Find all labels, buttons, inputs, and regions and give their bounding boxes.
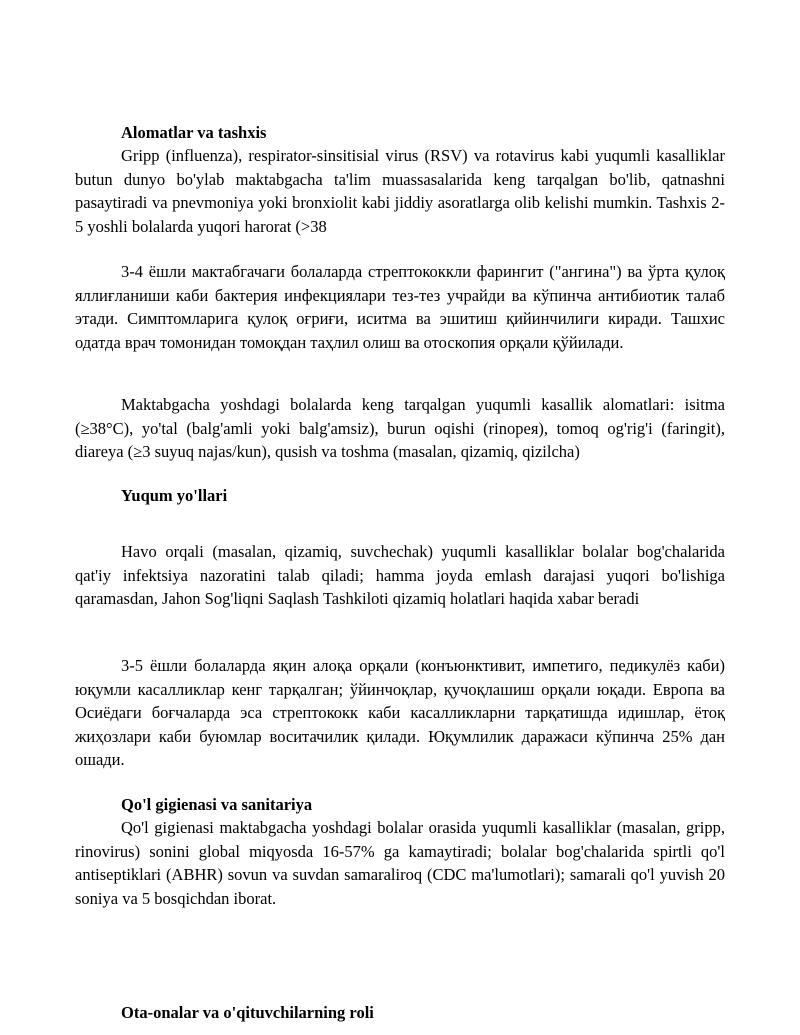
paragraph-airborne-transmission: Havo orqali (masalan, qizamiq, suvchechak) yuqumli kasalliklar bolalar bog'chalarida qat'iy infektsiya nazoratini talab qiladi; hamma joyda emlash darajasi yuqori bo'lishiga qaramasdan, Jahon Sog'liqni Saqlash Tashkiloti qizamiq holatlari haqida xabar beradi: [75, 542, 725, 608]
section-heading-transmission: Yuqum yo'llari: [121, 486, 228, 505]
section-heading-roles: Ota-onalar va o'qituvchilarning roli: [121, 1003, 374, 1022]
paragraph-contact-transmission: 3-5 ёшли болаларда яқин алоқа орқали (конъюнктивит, импетиго, педикулёз каби) юқумли касалликлар кенг тарқалган; ўйинчоқлар, қучоқлашиш орқали юқади. Европа ва Осиёдаги боғчаларда эса стрептококк каби касалликларни тарқатишда идишлар, ётоқ жиҳозлари каби буюмлар воситачилик қилади. Юқумлилик даражаси кўпинча 25% дан ошади.: [75, 656, 725, 769]
paragraph-hand-hygiene: Qo'l gigienasi maktabgacha yoshdagi bolalar orasida yuqumli kasalliklar (masalan, gripp, rinovirus) sonini global miqyosda 16-57% ga kamaytiradi; bolalar bog'chalarida spirtli qo'l antiseptiklari (ABHR) sovun va suvdan samaraliroq (CDC ma'lumotlari); samarali qo'l yuvish 20 soniya va 5 bosqichdan iborat.: [75, 818, 725, 908]
paragraph-bacterial-infections: 3-4 ёшли мактабгачаги болаларда стрептококкли фарингит ("ангина") ва ўрта қулоқ яллиғланиши каби бактерия инфекциялари тез-тез учрайди ва кўпинча антибиотик талаб этади. Симптомларига қулоқ оғриғи, иситма ва эшитиш қийинчилиги киради. Ташхис одатда врач томонидан томоқдан таҳлил олиш ва отоскопия орқали қўйилади.: [75, 262, 725, 352]
paragraph-symptoms-intro: Gripp (influenza), respirator-sinsitisial virus (RSV) va rotavirus kabi yuqumli kasalliklar butun dunyo bo'ylab maktabgacha ta'lim muassasalarida keng tarqalgan bo'lib, qatnashni pasaytiradi va pnevmoniya yoki bronxiolit kabi jiddiy asoratlarga olib kelishi mumkin. Tashxis 2-5 yoshli bolalarda yuqori harorat (>38: [75, 146, 725, 236]
paragraph-common-symptoms: Maktabgacha yoshdagi bolalarda keng tarqalgan yuqumli kasallik alomatlari: isitma (≥38°C), yo'tal (balg'amli yoki balg'amsiz), burun oqishi (rinopея), tomoq og'rig'i (faringit), diareya (≥3 suyuq najas/kun), qusish va toshma (masalan, qizamiq, qizilcha): [75, 395, 725, 461]
section-heading-hygiene: Qo'l gigienasi va sanitariya: [121, 795, 313, 814]
section-heading-symptoms: Alomatlar va tashxis: [121, 123, 267, 142]
